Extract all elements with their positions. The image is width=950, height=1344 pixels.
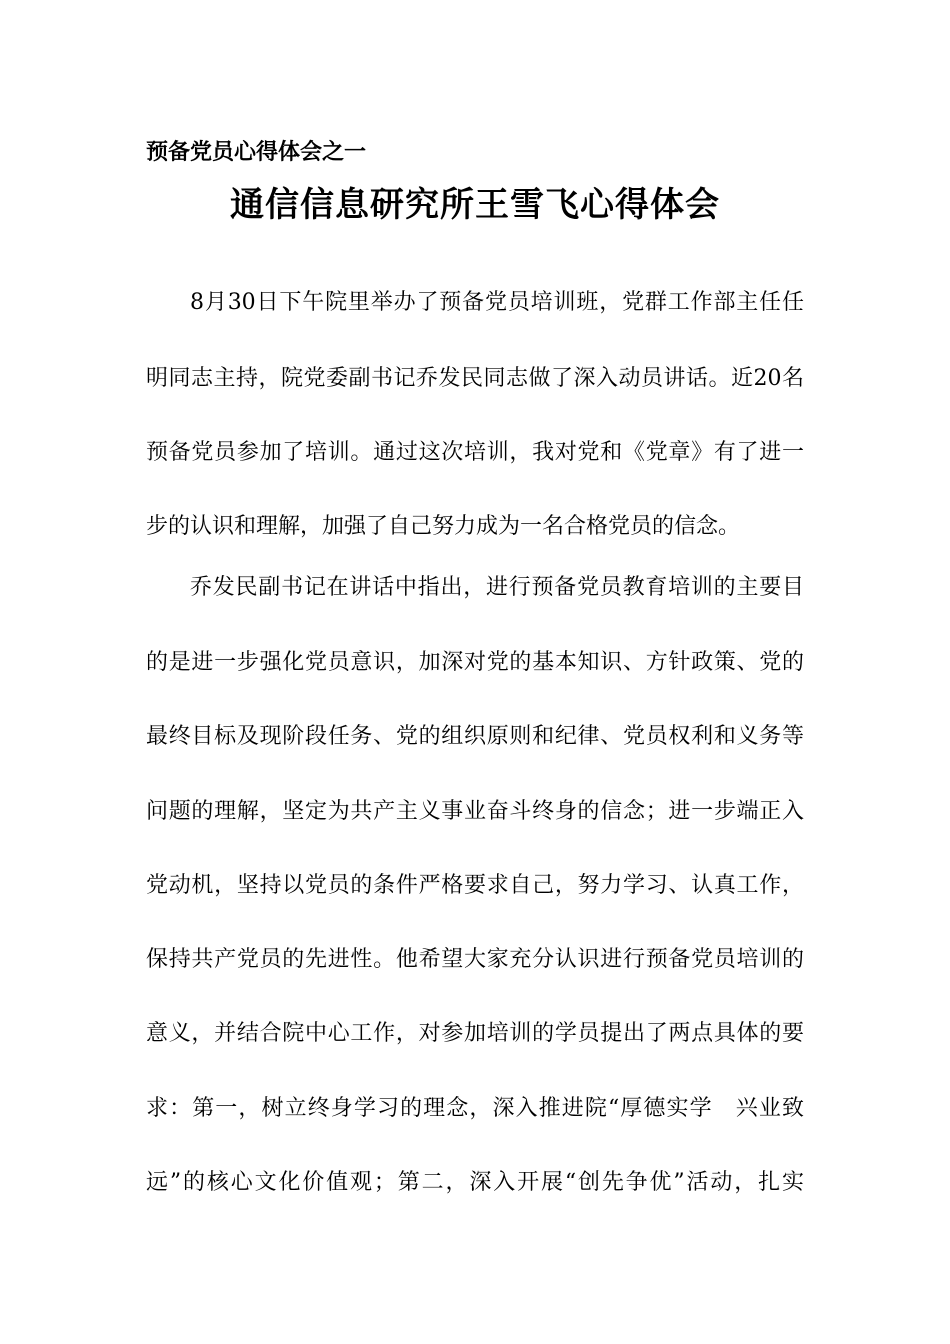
paragraph-2-line-9: 远”的核心文化价值观；第二，深入开展“创先争优”活动，扎实 xyxy=(146,1170,804,1195)
paragraph-2-line-2: 的是进一步强化党员意识，加深对党的基本知识、方针政策、党的 xyxy=(146,650,804,675)
paragraph-2-line-4: 问题的理解，坚定为共产主义事业奋斗终身的信念；进一步端正入 xyxy=(146,799,804,824)
paragraph-2-line-7: 意义，并结合院中心工作，对参加培训的学员提出了两点具体的要 xyxy=(146,1021,804,1046)
paragraph-1-line-1: 8月30日下午院里举办了预备党员培训班，党群工作部主任任 xyxy=(190,290,804,315)
paragraph-2-line-6: 保持共产党员的先进性。他希望大家充分认识进行预备党员培训的 xyxy=(146,947,804,972)
document-subtitle: 预备党员心得体会之一 xyxy=(146,139,367,165)
paragraph-1-line-2: 明同志主持，院党委副书记乔发民同志做了深入动员讲话。近20名 xyxy=(146,366,804,391)
paragraph-2-line-8: 求：第一，树立终身学习的理念，深入推进院“厚德实学 兴业致 xyxy=(146,1096,804,1121)
paragraph-1-line-3: 预备党员参加了培训。通过这次培训，我对党和《党章》有了进一 xyxy=(146,440,804,465)
paragraph-1-line-4: 步的认识和理解，加强了自己努力成为一名合格党员的信念。 xyxy=(146,514,741,539)
paragraph-2-line-3: 最终目标及现阶段任务、党的组织原则和纪律、党员权利和义务等 xyxy=(146,724,804,749)
document-title: 通信信息研究所王雪飞心得体会 xyxy=(230,185,720,225)
paragraph-2-line-5: 党动机，坚持以党员的条件严格要求自己，努力学习、认真工作， xyxy=(146,873,804,898)
paragraph-2-line-1: 乔发民副书记在讲话中指出，进行预备党员教育培训的主要目 xyxy=(190,575,804,600)
